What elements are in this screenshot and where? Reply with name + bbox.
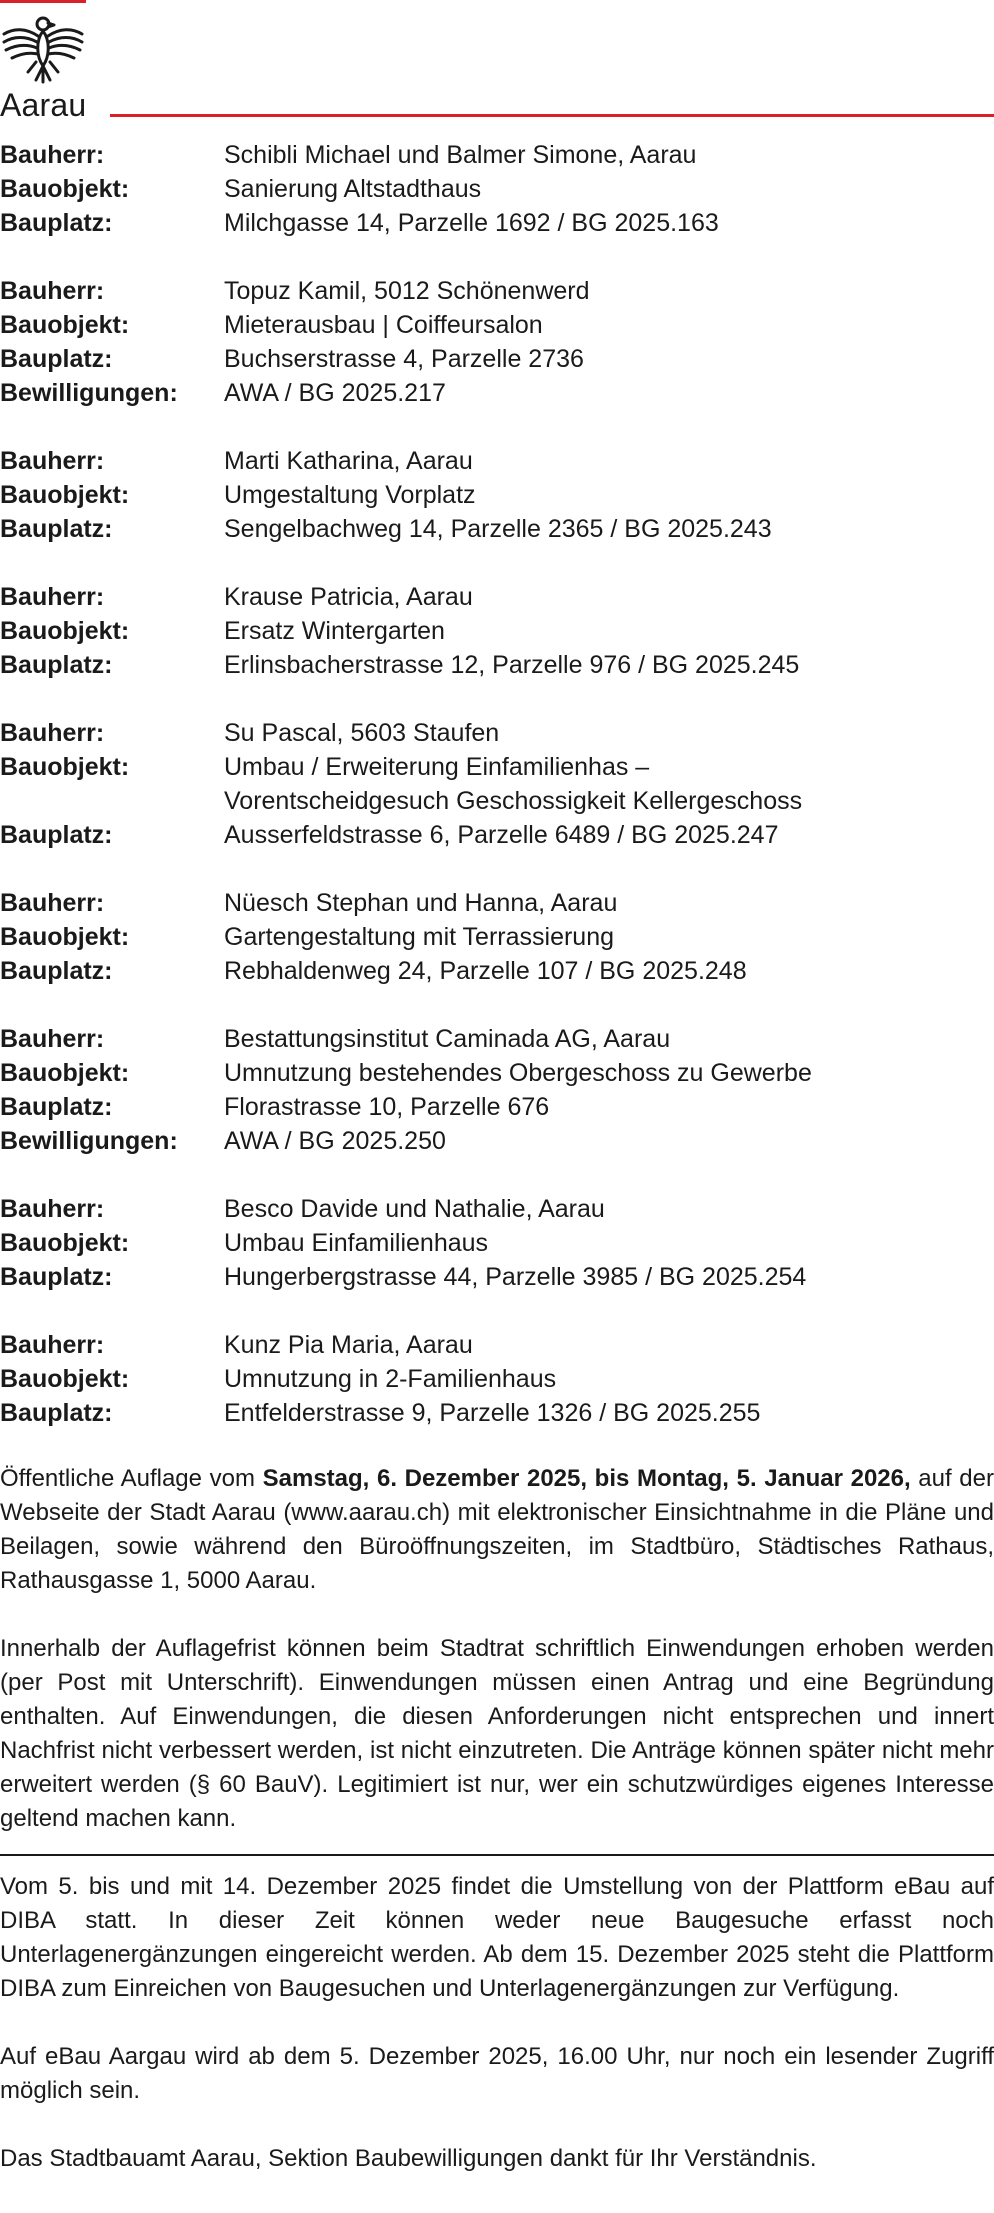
permit-row — [0, 206, 994, 240]
row-label: Bauobjekt: — [0, 1229, 130, 1257]
public-notice-text — [0, 1462, 994, 1836]
row-value: Marti Katharina, Aarau — [224, 447, 473, 475]
row-label: Bauplatz: — [0, 1399, 113, 1427]
row-label: Bauobjekt: — [0, 311, 130, 339]
permit-row — [0, 1124, 994, 1158]
permit-entry — [0, 274, 994, 410]
permit-row — [0, 920, 994, 954]
row-value: Umnutzung bestehendes Obergeschoss zu Gewerbe — [224, 1059, 812, 1087]
permit-row — [0, 1056, 994, 1090]
row-label: Bauplatz: — [0, 821, 113, 849]
row-value: Milchgasse 14, Parzelle 1692 / BG 2025.163 — [224, 209, 719, 237]
permit-row — [0, 1362, 994, 1396]
row-label: Bauobjekt: — [0, 617, 130, 645]
permit-row — [0, 512, 994, 546]
row-label: Bauobjekt: — [0, 481, 130, 509]
row-label — [0, 784, 224, 818]
brand-name: Aarau — [0, 87, 87, 123]
permit-row — [0, 478, 994, 512]
permit-row — [0, 886, 994, 920]
permit-row — [0, 750, 994, 784]
row-label: Bauplatz: — [0, 345, 113, 373]
row-value: Umgestaltung Vorplatz — [224, 481, 476, 509]
row-value: Nüesch Stephan und Hanna, Aarau — [224, 889, 618, 917]
row-value: Erlinsbacherstrasse 12, Parzelle 976 / BG 2025.245 — [224, 651, 800, 679]
row-value: Ersatz Wintergarten — [224, 617, 445, 645]
row-value: Entfelderstrasse 9, Parzelle 1326 / BG 2025.255 — [224, 1399, 761, 1427]
permit-row — [0, 1226, 994, 1260]
permit-list — [0, 138, 994, 1464]
permit-entry — [0, 716, 994, 852]
row-value: Vorentscheidgesuch Geschossigkeit Kellergeschoss — [224, 787, 803, 815]
einwendungen-paragraph: Innerhalb der Auflagefrist können beim Stadtrat schriftlich Einwendungen erhoben werden (per Post mit Unterschrift). Einwendungen müssen einen Antrag und eine Begründung enthalten. Auf Einwendungen, die diesen Anforderungen nicht entsprechen und innert Nachfrist nicht verbessert werden, ist nicht einzutreten. Die Anträge können später nicht mehr erweitert werden (§ 60 BauV). Legitimiert ist nur, wer ein schutzwürdiges eigenes Interesse geltend machen kann. — [0, 1635, 994, 1832]
row-value: Sengelbachweg 14, Parzelle 2365 / BG 2025.243 — [224, 515, 772, 543]
permit-row — [0, 138, 994, 172]
permit-row — [0, 1192, 994, 1226]
permit-entry — [0, 138, 994, 240]
row-value: Mieterausbau | Coiffeursalon — [224, 311, 543, 339]
permit-row — [0, 308, 994, 342]
row-value: Ausserfeldstrasse 6, Parzelle 6489 / BG 2025.247 — [224, 821, 779, 849]
permit-entry — [0, 1328, 994, 1430]
row-label: Bauherr: — [0, 1025, 105, 1053]
permit-row — [0, 1328, 994, 1362]
row-value: Umbau / Erweiterung Einfamilienhas – — [224, 753, 650, 781]
row-value: Umbau Einfamilienhaus — [224, 1229, 489, 1257]
row-value: Besco Davide und Nathalie, Aarau — [224, 1195, 605, 1223]
row-label: Bauplatz: — [0, 1263, 113, 1291]
top-accent-line — [0, 0, 86, 3]
permit-entry — [0, 580, 994, 682]
row-label: Bauplatz: — [0, 1093, 113, 1121]
row-value: Kunz Pia Maria, Aarau — [224, 1331, 473, 1359]
row-label: Bewilligungen: — [0, 379, 178, 407]
section-divider — [0, 1854, 994, 1856]
row-label: Bauherr: — [0, 1195, 105, 1223]
row-value: Florastrasse 10, Parzelle 676 — [224, 1093, 550, 1121]
row-value: Krause Patricia, Aarau — [224, 583, 473, 611]
header-rule — [110, 114, 994, 117]
auflage-paragraph — [0, 1462, 994, 1598]
permit-row — [0, 444, 994, 478]
ebau-paragraph: Auf eBau Aargau wird ab dem 5. Dezember 2025, 16.00 Uhr, nur noch ein lesender Zugriff möglich sein. — [0, 2043, 994, 2104]
umstellung-paragraph: Vom 5. bis und mit 14. Dezember 2025 findet die Umstellung von der Plattform eBau auf DIBA statt. In dieser Zeit können weder neue Baugesuche erfasst noch Unterlagenergänzungen eingereicht werden. Ab dem 15. Dezember 2025 steht die Plattform DIBA zum Einreichen von Baugesuchen und Unterlagenergänzungen zur Verfügung. — [0, 1873, 994, 2002]
permit-row — [0, 716, 994, 750]
permit-row — [0, 784, 994, 818]
row-label: Bauplatz: — [0, 957, 113, 985]
platform-notice — [0, 1870, 994, 2176]
row-value: Hungerbergstrasse 44, Parzelle 3985 / BG 2025.254 — [224, 1263, 807, 1291]
row-label: Bauherr: — [0, 141, 105, 169]
row-value: Schibli Michael und Balmer Simone, Aarau — [224, 141, 697, 169]
row-value: Rebhaldenweg 24, Parzelle 107 / BG 2025.248 — [224, 957, 747, 985]
dank-paragraph: Das Stadtbauamt Aarau, Sektion Baubewilligungen dankt für Ihr Verständnis. — [0, 2145, 817, 2172]
permit-row — [0, 614, 994, 648]
row-label: Bauobjekt: — [0, 1059, 130, 1087]
permit-row — [0, 1396, 994, 1430]
permit-row — [0, 1260, 994, 1294]
permit-entry — [0, 1192, 994, 1294]
row-label: Bauobjekt: — [0, 923, 130, 951]
eagle-crest-icon — [0, 14, 86, 88]
permit-entry — [0, 886, 994, 988]
row-label: Bauherr: — [0, 719, 105, 747]
row-value: Su Pascal, 5603 Staufen — [224, 719, 500, 747]
row-value: Umnutzung in 2-Familienhaus — [224, 1365, 557, 1393]
permit-row — [0, 580, 994, 614]
row-label: Bauplatz: — [0, 515, 113, 543]
permit-entry — [0, 444, 994, 546]
row-value: AWA / BG 2025.250 — [224, 1127, 446, 1155]
permit-row — [0, 1022, 994, 1056]
permit-row — [0, 342, 994, 376]
permit-row — [0, 172, 994, 206]
row-value: Gartengestaltung mit Terrassierung — [224, 923, 615, 951]
row-label: Bauherr: — [0, 1331, 105, 1359]
permit-row — [0, 954, 994, 988]
permit-row — [0, 274, 994, 308]
row-label: Bauherr: — [0, 889, 105, 917]
row-label: Bauobjekt: — [0, 1365, 130, 1393]
row-label: Bauplatz: — [0, 651, 113, 679]
auflage-dates: Samstag, 6. Dezember 2025, bis Montag, 5. Januar 2026, — [262, 1465, 911, 1492]
auflage-rest: auf der Webseite der Stadt Aarau (www.aarau.ch) mit elektronischer Einsichtnahme in die Pläne und Beilagen, sowie während den Büroöffnungszeiten, im Stadtbüro, Städtisches Rathaus, Rathausgasse 1, 5000 Aarau. — [0, 1465, 994, 1594]
row-label: Bauherr: — [0, 277, 105, 305]
permit-entry — [0, 1022, 994, 1158]
row-value: Topuz Kamil, 5012 Schönenwerd — [224, 277, 590, 305]
row-label: Bauobjekt: — [0, 753, 130, 781]
row-label: Bauobjekt: — [0, 175, 130, 203]
permit-row — [0, 818, 994, 852]
row-value: Sanierung Altstadthaus — [224, 175, 482, 203]
row-label: Bauherr: — [0, 583, 105, 611]
row-value: AWA / BG 2025.217 — [224, 379, 446, 407]
auflage-intro: Öffentliche Auflage vom — [0, 1465, 263, 1492]
row-label: Bauherr: — [0, 447, 105, 475]
permit-row — [0, 1090, 994, 1124]
permit-row — [0, 648, 994, 682]
row-value: Buchserstrasse 4, Parzelle 2736 — [224, 345, 584, 373]
row-label: Bewilligungen: — [0, 1127, 178, 1155]
row-value: Bestattungsinstitut Caminada AG, Aarau — [224, 1025, 671, 1053]
row-label: Bauplatz: — [0, 209, 113, 237]
permit-row — [0, 376, 994, 410]
